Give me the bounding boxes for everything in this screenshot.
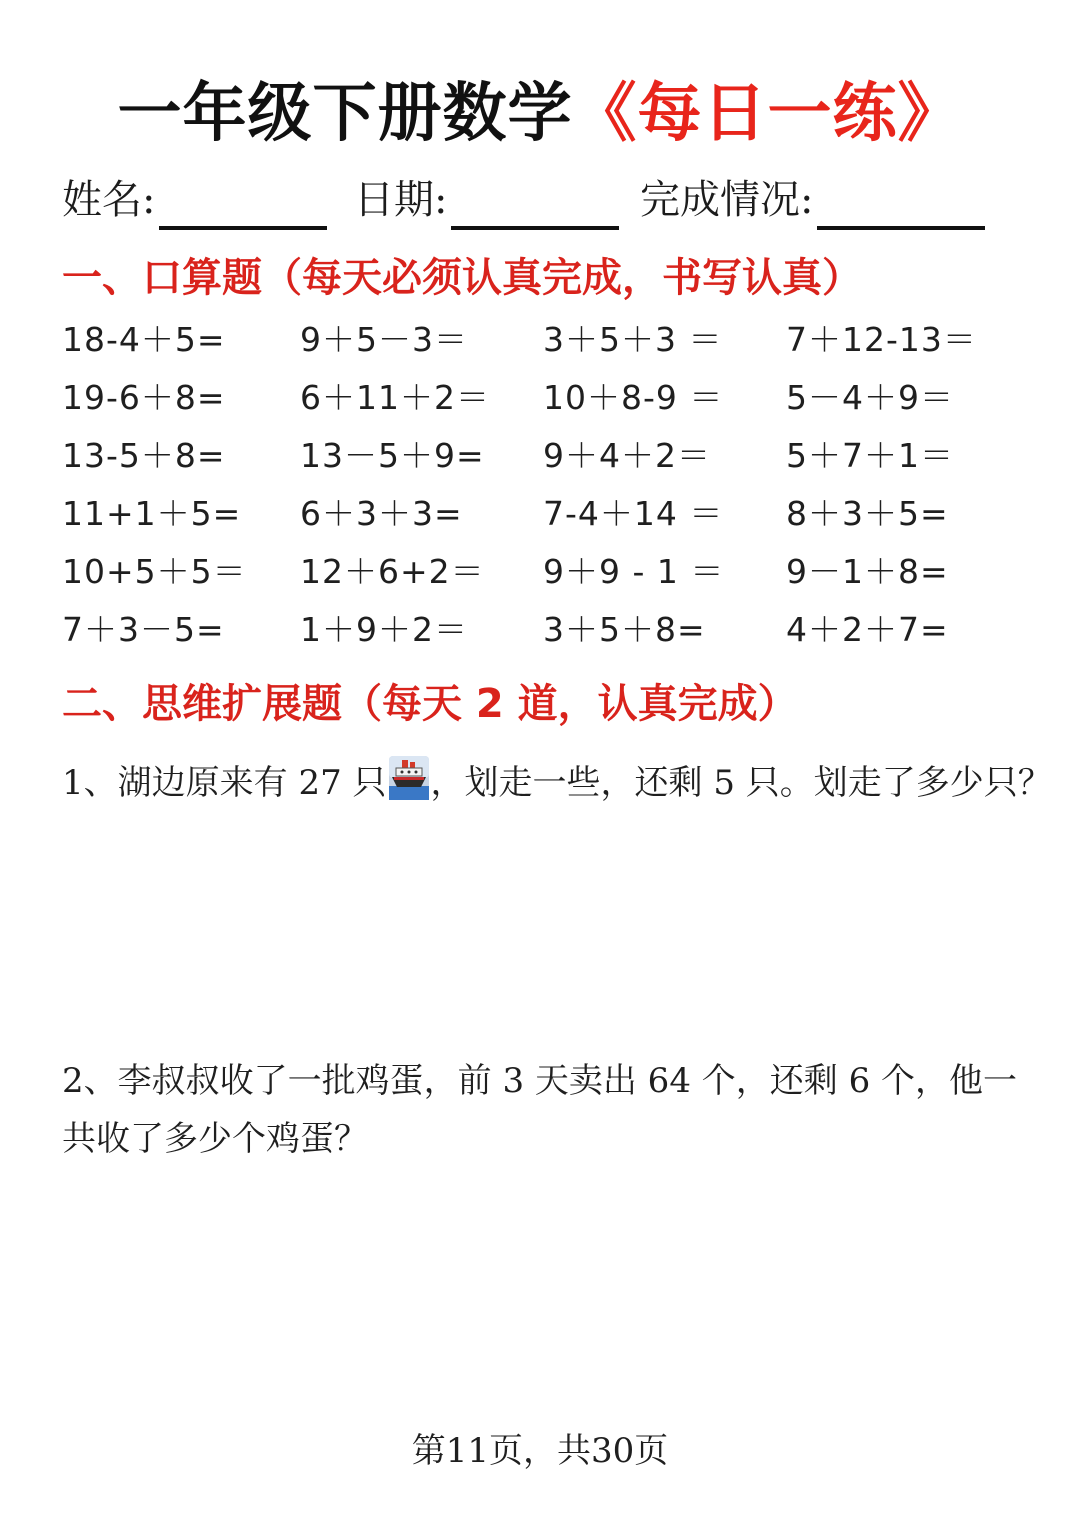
math-problem: 10＋8-9 ＝ [543, 378, 724, 417]
math-problem: 4＋2＋7= [786, 610, 949, 649]
math-problem: 6＋11＋2＝ [300, 378, 490, 417]
math-problem: 9＋4＋2＝ [543, 436, 711, 475]
date-field[interactable] [354, 170, 619, 230]
math-problem: 7＋12-13＝ [786, 320, 977, 359]
math-problem: 9－1＋8= [786, 552, 949, 591]
math-problem: 8＋3＋5= [786, 494, 949, 533]
math-problem: 6＋3＋3= [300, 494, 463, 533]
math-problem: 18-4＋5= [62, 320, 226, 359]
word-problem-2-line-1: 2、李叔叔收了一批鸡蛋，前 3 天卖出 64 个，还剩 6 个，他一 [62, 1061, 1018, 1101]
word-problem-1-text-start: 1、湖边原来有 27 只 [62, 763, 387, 803]
math-problem: 5＋7＋1＝ [786, 436, 954, 475]
word-problem-1-text-end: ，划走一些，还剩 5 只。划走了多少只？ [430, 763, 1052, 803]
math-problem: 9＋5－3＝ [300, 320, 468, 359]
title-highlight: 《每日一练》 [572, 77, 963, 151]
math-problem: 3＋5＋3 ＝ [543, 320, 723, 359]
section-1-heading: 一、口算题（每天必须认真完成，书写认真） [62, 255, 862, 301]
completion-label: 完成情况: [640, 177, 814, 223]
math-problem: 7＋3－5= [62, 610, 225, 649]
page-number: 第11页，共30页 [411, 1431, 669, 1471]
word-problem-1 [62, 754, 1052, 812]
ship-icon [389, 756, 429, 800]
math-problem: 9＋9 - 1 ＝ [543, 552, 725, 591]
title-main: 一年级下册数学 [117, 77, 573, 151]
math-problem: 10+5＋5＝ [62, 552, 247, 591]
name-blank[interactable] [159, 182, 327, 230]
completion-blank[interactable] [817, 182, 985, 230]
name-field[interactable] [62, 170, 327, 230]
math-problem: 12＋6+2＝ [300, 552, 485, 591]
completion-field[interactable] [640, 170, 985, 230]
math-problem: 3＋5＋8= [543, 610, 706, 649]
section-2-heading: 二、思维扩展题（每天 2 道，认真完成） [62, 681, 798, 727]
date-blank[interactable] [451, 182, 619, 230]
math-problem: 19-6＋8= [62, 378, 226, 417]
math-problem: 7-4＋14 ＝ [543, 494, 724, 533]
math-problem: 11+1＋5= [62, 494, 242, 533]
name-label: 姓名: [62, 177, 156, 223]
math-problem: 1＋9＋2＝ [300, 610, 468, 649]
date-label: 日期: [354, 177, 448, 223]
math-problem: 5－4＋9＝ [786, 378, 954, 417]
page-title [0, 74, 1080, 154]
math-problem: 13-5＋8= [62, 436, 226, 475]
word-problem-2-line-2: 共收了多少个鸡蛋？ [62, 1119, 368, 1159]
math-problem: 13－5＋9= [300, 436, 485, 475]
